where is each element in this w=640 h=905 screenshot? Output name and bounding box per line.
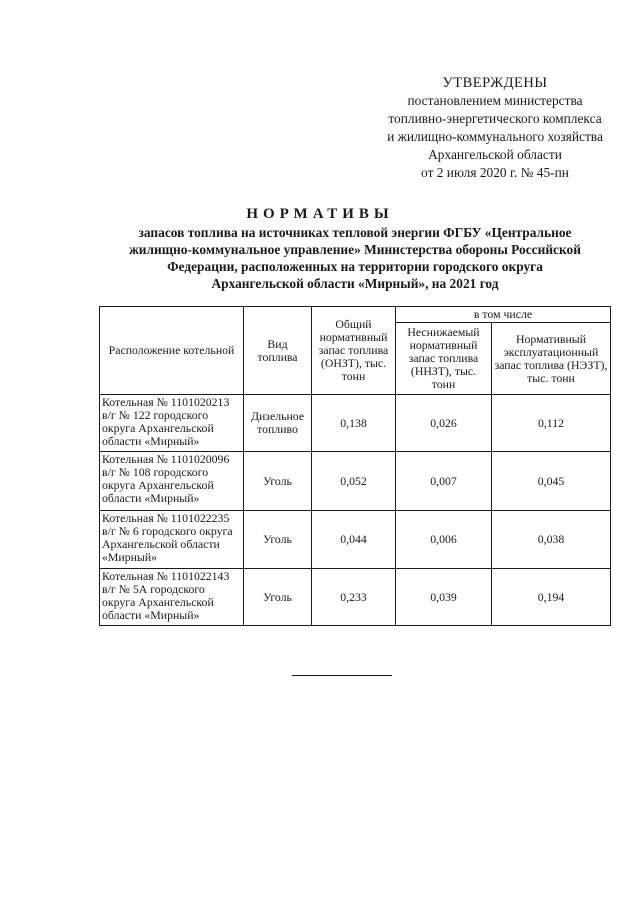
cell-total: 0,233 — [312, 569, 396, 626]
cell-nezt: 0,194 — [492, 569, 611, 626]
header-location: Расположение котельной — [100, 307, 244, 395]
approval-title: УТВЕРЖДЕНЫ — [442, 75, 548, 91]
cell-fuel-type: Уголь — [244, 452, 312, 511]
table-row — [100, 569, 611, 626]
subtitle-line: запасов топлива на источниках тепловой энергии ФГБУ «Центральное — [138, 225, 572, 240]
fuel-norms-table — [99, 306, 611, 626]
approval-block — [360, 74, 630, 182]
cell-nnzt: 0,039 — [396, 569, 492, 626]
document-subtitle — [95, 224, 615, 292]
cell-fuel-type: Уголь — [244, 511, 312, 569]
approval-line: постановлением министерства — [407, 93, 583, 108]
table-row — [100, 511, 611, 569]
cell-location: Котельная № 1101022143 в/г № 5А городского округа Архангельской области «Мирный» — [100, 569, 244, 626]
header-nnzt: Неснижаемый нормативный запас топлива (ННЗТ), тыс. тонн — [396, 323, 492, 395]
cell-nezt: 0,112 — [492, 395, 611, 452]
subtitle-line: Федерации, расположенных на территории городского округа — [167, 259, 543, 274]
header-including: в том числе — [396, 307, 611, 323]
table-row — [100, 395, 611, 452]
approval-date-line: от 2 июля 2020 г. № 45-пн — [421, 165, 569, 180]
cell-nnzt: 0,026 — [396, 395, 492, 452]
cell-location: Котельная № 1101020096 в/г № 108 городского округа Архангельской области «Мирный» — [100, 452, 244, 511]
document-title: НОРМАТИВЫ — [246, 206, 394, 222]
closing-rule — [292, 675, 392, 676]
cell-total: 0,138 — [312, 395, 396, 452]
header-total-reserve: Общий нормативный запас топлива (ОНЗТ), тыс. тонн — [312, 307, 396, 395]
cell-fuel-type: Дизельное топливо — [244, 395, 312, 452]
subtitle-line: жилищно-коммунальное управление» Министерства обороны Российской — [129, 242, 581, 257]
header-nezt: Нормативный эксплуатационный запас топлива (НЭЗТ), тыс. тонн — [492, 323, 611, 395]
subtitle-line: Архангельской области «Мирный», на 2021 год — [211, 276, 499, 291]
cell-location: Котельная № 1101020213 в/г № 122 городского округа Архангельской области «Мирный» — [100, 395, 244, 452]
approval-line: Архангельской области — [428, 147, 562, 162]
approval-line: и жилищно-коммунального хозяйства — [387, 129, 603, 144]
cell-nezt: 0,038 — [492, 511, 611, 569]
cell-location: Котельная № 1101022235 в/г № 6 городского округа Архангельской области «Мирный» — [100, 511, 244, 569]
cell-nezt: 0,045 — [492, 452, 611, 511]
cell-nnzt: 0,007 — [396, 452, 492, 511]
cell-total: 0,052 — [312, 452, 396, 511]
table-row — [100, 452, 611, 511]
cell-fuel-type: Уголь — [244, 569, 312, 626]
header-fuel-type: Вид топлива — [244, 307, 312, 395]
approval-line: топливно-энергетического комплекса — [388, 111, 602, 126]
cell-total: 0,044 — [312, 511, 396, 569]
cell-nnzt: 0,006 — [396, 511, 492, 569]
